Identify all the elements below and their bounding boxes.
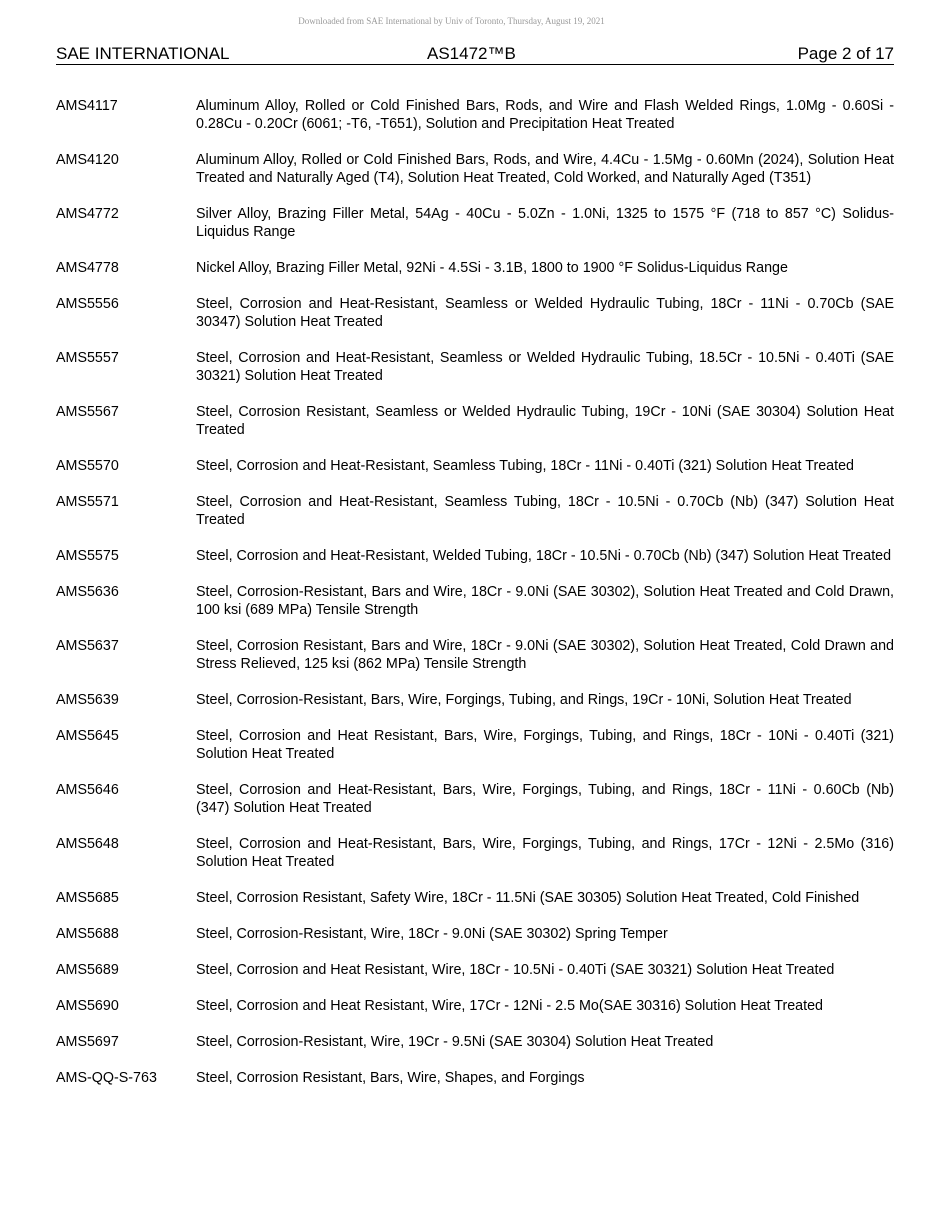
- reference-code: AMS5690: [56, 998, 119, 1014]
- reference-entry: [56, 493, 894, 529]
- reference-entry: [56, 637, 894, 673]
- reference-entry: [56, 727, 894, 763]
- reference-title: Aluminum Alloy, Rolled or Cold Finished Bars, Rods, and Wire, 4.4Cu - 1.5Mg - 0.60Mn (2024), Solution Heat Treated and Naturally Aged (T4), Solution Heat Treated, Cold Worked, and Naturally Aged (T351): [196, 152, 894, 186]
- download-watermark: Downloaded from SAE International by Univ of Toronto, Thursday, August 19, 2021: [298, 16, 605, 26]
- reference-code: AMS5571: [56, 494, 119, 510]
- reference-code: AMS5645: [56, 728, 119, 744]
- reference-title: Aluminum Alloy, Rolled or Cold Finished Bars, Rods, and Wire and Flash Welded Rings, 1.0Mg - 0.60Si - 0.28Cu - 0.20Cr (6061; -T6, -T651), Solution and Precipitation Heat Treated: [196, 98, 894, 132]
- reference-title: Steel, Corrosion-Resistant, Wire, 18Cr - 9.0Ni (SAE 30302) Spring Temper: [196, 926, 668, 942]
- header-organization: SAE INTERNATIONAL: [56, 44, 230, 63]
- reference-entry: [56, 295, 894, 331]
- reference-title: Steel, Corrosion and Heat-Resistant, Welded Tubing, 18Cr - 10.5Ni - 0.70Cb (Nb) (347) Solution Heat Treated: [196, 548, 892, 564]
- reference-title: Nickel Alloy, Brazing Filler Metal, 92Ni - 4.5Si - 3.1B, 1800 to 1900 °F Solidus-Liquidus Range: [196, 260, 788, 276]
- reference-title: Steel, Corrosion and Heat-Resistant, Seamless Tubing, 18Cr - 10.5Ni - 0.70Cb (Nb) (347) Solution Heat Treated: [196, 494, 894, 528]
- reference-title: Steel, Corrosion and Heat-Resistant, Bars, Wire, Forgings, Tubing, and Rings, 17Cr - 12Ni - 2.5Mo (316) Solution Heat Treated: [196, 836, 894, 870]
- reference-entry: [56, 925, 894, 943]
- reference-entry: [56, 259, 894, 277]
- reference-code: AMS4117: [56, 98, 118, 114]
- reference-entry: [56, 151, 894, 187]
- reference-entry: [56, 547, 894, 565]
- reference-list: [56, 97, 894, 1087]
- reference-code: AMS5685: [56, 890, 119, 906]
- reference-entry: [56, 583, 894, 619]
- reference-title: Steel, Corrosion and Heat-Resistant, Seamless or Welded Hydraulic Tubing, 18.5Cr - 10.5Ni - 0.40Ti (SAE 30321) Solution Heat Treated: [196, 350, 894, 384]
- reference-entry: [56, 349, 894, 385]
- reference-title: Steel, Corrosion Resistant, Safety Wire, 18Cr - 11.5Ni (SAE 30305) Solution Heat Treated, Cold Finished: [196, 890, 860, 906]
- page-header: [56, 44, 894, 65]
- reference-entry: [56, 691, 894, 709]
- reference-code: AMS5646: [56, 782, 119, 798]
- reference-title: Steel, Corrosion and Heat Resistant, Wire, 17Cr - 12Ni - 2.5 Mo(SAE 30316) Solution Heat Treated: [196, 998, 823, 1014]
- reference-code: AMS5637: [56, 638, 119, 654]
- reference-entry: [56, 961, 894, 979]
- reference-entry: [56, 403, 894, 439]
- reference-entry: [56, 457, 894, 475]
- header-page-number: Page 2 of 17: [797, 44, 894, 63]
- reference-title: Steel, Corrosion and Heat-Resistant, Seamless or Welded Hydraulic Tubing, 18Cr - 11Ni - 0.70Cb (SAE 30347) Solution Heat Treated: [196, 296, 894, 330]
- reference-code: AMS4772: [56, 206, 119, 222]
- reference-code: AMS5636: [56, 584, 119, 600]
- reference-code: AMS5575: [56, 548, 119, 564]
- reference-entry: [56, 781, 894, 817]
- reference-title: Steel, Corrosion-Resistant, Bars, Wire, Forgings, Tubing, and Rings, 19Cr - 10Ni, Solution Heat Treated: [196, 692, 852, 708]
- reference-title: Steel, Corrosion Resistant, Seamless or Welded Hydraulic Tubing, 19Cr - 10Ni (SAE 30304) Solution Heat Treated: [196, 404, 894, 438]
- reference-code: AMS5639: [56, 692, 119, 708]
- reference-entry: [56, 997, 894, 1015]
- reference-title: Steel, Corrosion and Heat Resistant, Wire, 18Cr - 10.5Ni - 0.40Ti (SAE 30321) Solution Heat Treated: [196, 962, 835, 978]
- reference-code: AMS5697: [56, 1034, 119, 1050]
- reference-entry: [56, 835, 894, 871]
- reference-title: Steel, Corrosion-Resistant, Wire, 19Cr - 9.5Ni (SAE 30304) Solution Heat Treated: [196, 1034, 714, 1050]
- reference-code: AMS4778: [56, 260, 119, 276]
- reference-entry: [56, 1069, 894, 1087]
- reference-title: Steel, Corrosion-Resistant, Bars and Wire, 18Cr - 9.0Ni (SAE 30302), Solution Heat Treated and Cold Drawn, 100 ksi (689 MPa) Tensile Strength: [196, 584, 894, 618]
- reference-title: Steel, Corrosion Resistant, Bars and Wire, 18Cr - 9.0Ni (SAE 30302), Solution Heat Treated, Cold Drawn and Stress Relieved, 125 ksi (862 MPa) Tensile Strength: [196, 638, 894, 672]
- reference-code: AMS5648: [56, 836, 119, 852]
- reference-code: AMS5567: [56, 404, 119, 420]
- reference-entry: [56, 1033, 894, 1051]
- reference-title: Steel, Corrosion and Heat-Resistant, Bars, Wire, Forgings, Tubing, and Rings, 18Cr - 11Ni - 0.60Cb (Nb) (347) Solution Heat Treated: [196, 782, 894, 816]
- reference-entry: [56, 889, 894, 907]
- reference-entry: [56, 205, 894, 241]
- reference-code: AMS5557: [56, 350, 119, 366]
- reference-code: AMS5556: [56, 296, 119, 312]
- reference-title: Steel, Corrosion and Heat Resistant, Bars, Wire, Forgings, Tubing, and Rings, 18Cr - 10Ni - 0.40Ti (321) Solution Heat Treated: [196, 728, 894, 762]
- reference-code: AMS-QQ-S-763: [56, 1070, 157, 1086]
- reference-title: Silver Alloy, Brazing Filler Metal, 54Ag - 40Cu - 5.0Zn - 1.0Ni, 1325 to 1575 °F (718 to 857 °C) Solidus-Liquidus Range: [196, 206, 894, 240]
- reference-code: AMS5688: [56, 926, 119, 942]
- reference-title: Steel, Corrosion and Heat-Resistant, Seamless Tubing, 18Cr - 11Ni - 0.40Ti (321) Solution Heat Treated: [196, 458, 854, 474]
- reference-entry: [56, 97, 894, 133]
- reference-code: AMS5570: [56, 458, 119, 474]
- reference-title: Steel, Corrosion Resistant, Bars, Wire, Shapes, and Forgings: [196, 1070, 585, 1086]
- header-document-number: AS1472™B: [427, 44, 516, 63]
- reference-code: AMS4120: [56, 152, 119, 168]
- reference-code: AMS5689: [56, 962, 119, 978]
